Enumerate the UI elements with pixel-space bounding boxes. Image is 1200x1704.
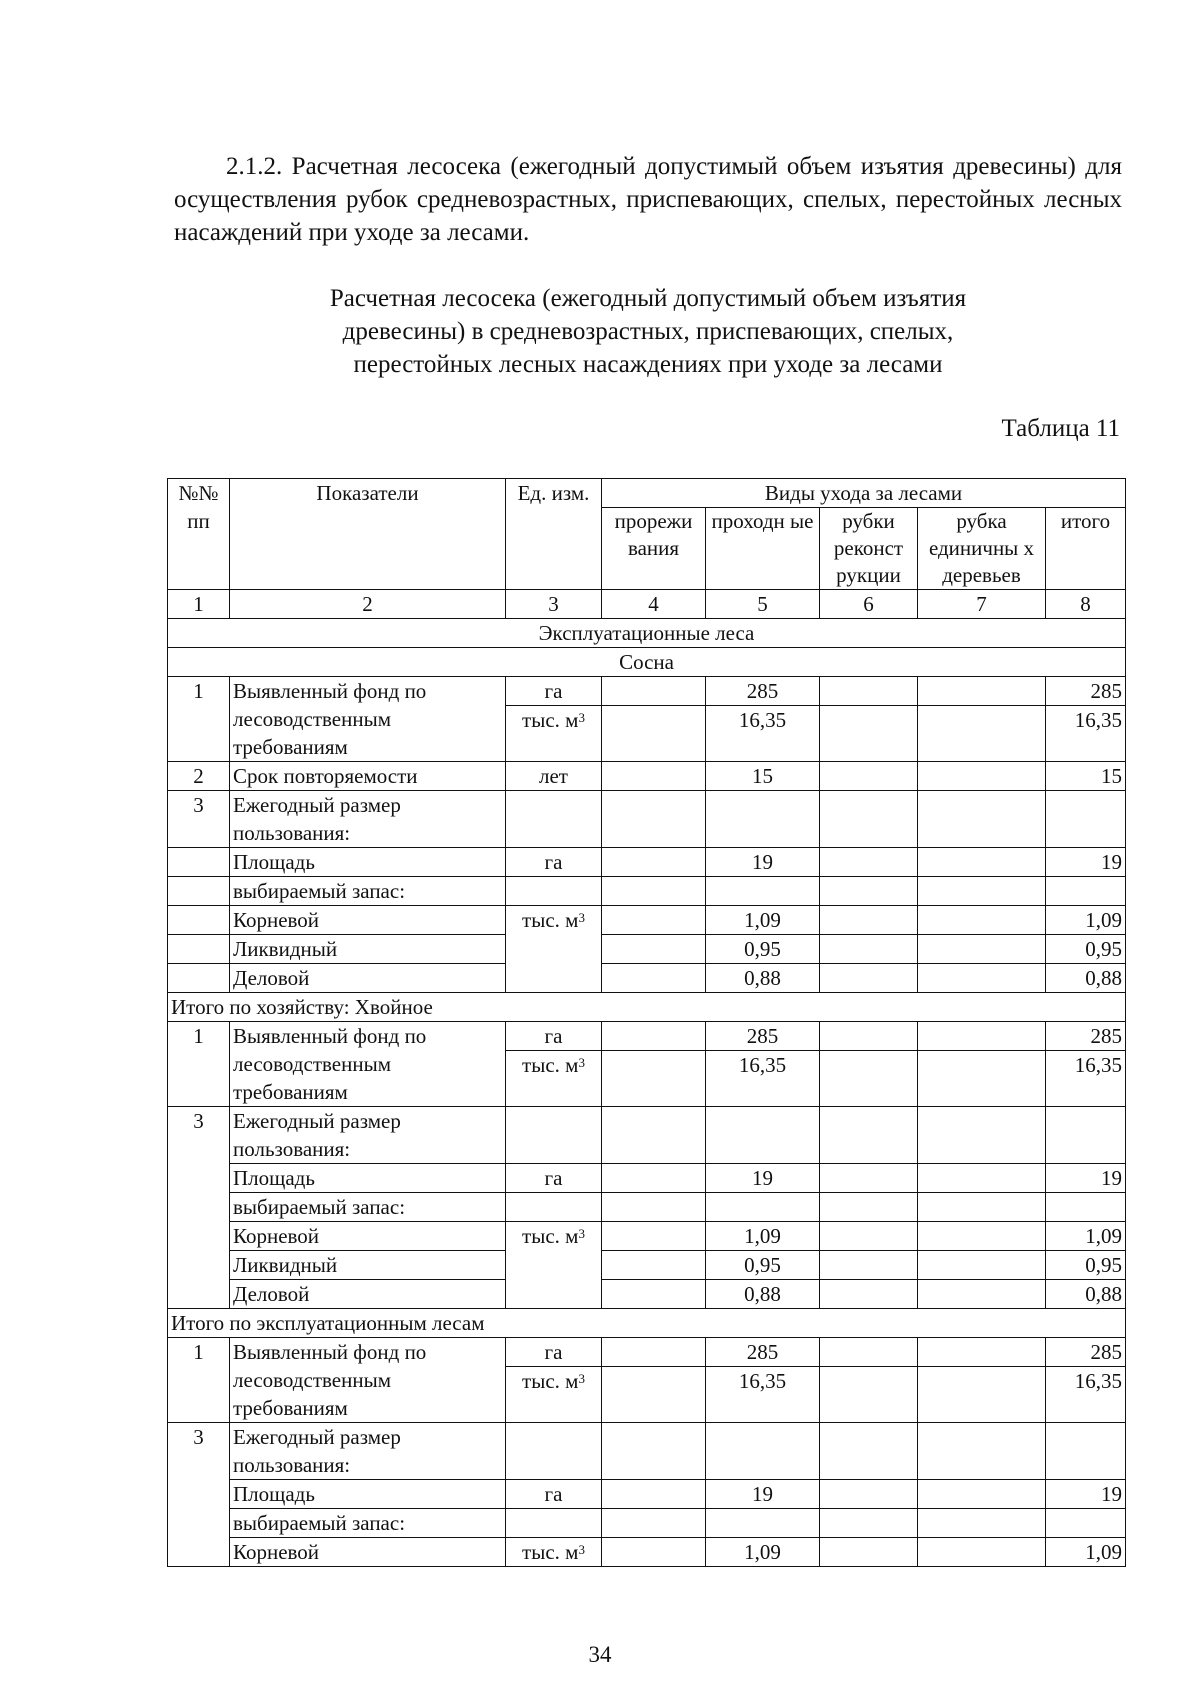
column-number: 2 bbox=[230, 590, 506, 619]
indicator-annual: Ежегодный размер пользования: bbox=[230, 1423, 506, 1480]
total-cell: 0,88 bbox=[1046, 1280, 1126, 1309]
unit-thousand-m3: тыс. $м^3$ bbox=[506, 706, 602, 762]
table-row bbox=[168, 964, 1126, 993]
row-number: 1 bbox=[168, 1338, 230, 1423]
total-cell: 1,09 bbox=[1046, 906, 1126, 935]
unit-thousand-m3: тыс. $м^3$ bbox=[506, 1538, 602, 1567]
table-row bbox=[168, 1538, 1126, 1567]
table-row bbox=[168, 762, 1126, 791]
subtotal-operational: Итого по эксплуатационным лесам bbox=[168, 1309, 1126, 1338]
indicator-liquid: Ликвидный bbox=[230, 1251, 506, 1280]
table-row bbox=[168, 1338, 1126, 1367]
value-cell: 16,35 bbox=[706, 706, 820, 762]
total-cell: 0,88 bbox=[1046, 964, 1126, 993]
unit-years: лет bbox=[506, 762, 602, 791]
table-row bbox=[168, 1423, 1126, 1480]
indicator-business: Деловой bbox=[230, 964, 506, 993]
table-row bbox=[168, 1193, 1126, 1222]
table-row bbox=[168, 1251, 1126, 1280]
table-header-row bbox=[168, 479, 1126, 508]
indicator-fund: Выявленный фонд по лесоводственным требованиям bbox=[230, 1022, 506, 1107]
table-row bbox=[168, 1280, 1126, 1309]
header-indicator: Показатели bbox=[230, 479, 506, 590]
unit-ha: га bbox=[506, 848, 602, 877]
value-cell: 16,35 bbox=[706, 1051, 820, 1107]
table-row bbox=[168, 848, 1126, 877]
value-cell: 19 bbox=[706, 848, 820, 877]
table-row bbox=[168, 1480, 1126, 1509]
table-row bbox=[168, 791, 1126, 848]
unit-ha: га bbox=[506, 1164, 602, 1193]
unit-ha: га bbox=[506, 677, 602, 706]
header-thinning: прорежи вания bbox=[602, 508, 706, 590]
table-row bbox=[168, 677, 1126, 706]
table-row bbox=[168, 1164, 1126, 1193]
column-number: 4 bbox=[602, 590, 706, 619]
value-cell: 19 bbox=[706, 1480, 820, 1509]
value-cell: 0,95 bbox=[706, 935, 820, 964]
total-cell: 16,35 bbox=[1046, 1051, 1126, 1107]
intro-paragraph: 2.1.2. Расчетная лесосека (ежегодный допустимый объем изъятия древесины) для осуществления рубок средневозрастных, приспевающих, спелых, перестойных лесных насаждений при уходе за лесами. bbox=[174, 153, 1122, 246]
value-cell: 15 bbox=[706, 762, 820, 791]
row-number: 3 bbox=[168, 791, 230, 848]
total-cell: 285 bbox=[1046, 677, 1126, 706]
species-pine: Сосна bbox=[168, 648, 1126, 677]
column-number-row bbox=[168, 590, 1126, 619]
value-cell: 1,09 bbox=[706, 1538, 820, 1567]
unit-thousand-m3: тыс. $м^3$ bbox=[506, 906, 602, 993]
unit-thousand-m3: тыс. $м^3$ bbox=[506, 1367, 602, 1423]
total-cell: 1,09 bbox=[1046, 1222, 1126, 1251]
section-row bbox=[168, 619, 1126, 648]
indicator-fund: Выявленный фонд по лесоводственным требованиям bbox=[230, 677, 506, 762]
caption-line-2: древесины) в средневозрастных, приспевающих, спелых, bbox=[342, 318, 954, 345]
header-passing: проходн ые bbox=[706, 508, 820, 590]
indicator-root: Корневой bbox=[230, 1222, 506, 1251]
subtotal-row bbox=[168, 993, 1126, 1022]
column-number: 3 bbox=[506, 590, 602, 619]
row-number: 3 bbox=[168, 1423, 230, 1567]
table-row bbox=[168, 906, 1126, 935]
total-cell: 16,35 bbox=[1046, 706, 1126, 762]
total-cell: 16,35 bbox=[1046, 1367, 1126, 1423]
row-number: 2 bbox=[168, 762, 230, 791]
species-row bbox=[168, 648, 1126, 677]
unit-thousand-m3: тыс. $м^3$ bbox=[506, 1222, 602, 1309]
unit-ha: га bbox=[506, 1338, 602, 1367]
indicator-annual: Ежегодный размер пользования: bbox=[230, 791, 506, 848]
value-cell: 16,35 bbox=[706, 1367, 820, 1423]
unit-thousand-m3: тыс. $м^3$ bbox=[506, 1051, 602, 1107]
total-cell: 285 bbox=[1046, 1022, 1126, 1051]
value-cell: 285 bbox=[706, 1338, 820, 1367]
subtotal-coniferous: Итого по хозяйству: Хвойное bbox=[168, 993, 1126, 1022]
table-row bbox=[168, 1022, 1126, 1051]
column-number: 7 bbox=[918, 590, 1046, 619]
table-row bbox=[168, 1509, 1126, 1538]
header-row-number: №№ пп bbox=[168, 479, 230, 590]
section-operational-forests: Эксплуатационные леса bbox=[168, 619, 1126, 648]
value-cell: 0,95 bbox=[706, 1251, 820, 1280]
value-cell: 0,88 bbox=[706, 964, 820, 993]
header-unit: Ед. изм. bbox=[506, 479, 602, 590]
unit-ha: га bbox=[506, 1022, 602, 1051]
value-cell: 1,09 bbox=[706, 1222, 820, 1251]
indicator-area: Площадь bbox=[230, 1480, 506, 1509]
cutting-area-table bbox=[167, 478, 1126, 1567]
total-cell: 19 bbox=[1046, 848, 1126, 877]
value-cell: 285 bbox=[706, 677, 820, 706]
caption-line-3: перестойных лесных насаждениях при уходе за лесами bbox=[353, 351, 943, 378]
table-row bbox=[168, 1107, 1126, 1164]
indicator-stock: выбираемый запас: bbox=[230, 1509, 506, 1538]
table-row bbox=[168, 877, 1126, 906]
unit-ha: га bbox=[506, 1480, 602, 1509]
table-caption bbox=[174, 282, 1122, 381]
table-label: Таблица 11 bbox=[1001, 415, 1120, 442]
value-cell: 1,09 bbox=[706, 906, 820, 935]
indicator-period: Срок повторяемости bbox=[230, 762, 506, 791]
header-total: итого bbox=[1046, 508, 1126, 590]
row-number: 3 bbox=[168, 1107, 230, 1309]
indicator-area: Площадь bbox=[230, 848, 506, 877]
page-number: 34 bbox=[588, 1642, 612, 1667]
total-cell: 19 bbox=[1046, 1164, 1126, 1193]
total-cell: 285 bbox=[1046, 1338, 1126, 1367]
indicator-root: Корневой bbox=[230, 906, 506, 935]
value-cell: 0,88 bbox=[706, 1280, 820, 1309]
column-number: 5 bbox=[706, 590, 820, 619]
total-cell: 0,95 bbox=[1046, 935, 1126, 964]
total-cell: 0,95 bbox=[1046, 1251, 1126, 1280]
value-cell: 19 bbox=[706, 1164, 820, 1193]
row-number: 1 bbox=[168, 1022, 230, 1107]
header-care-types: Виды ухода за лесами bbox=[602, 479, 1126, 508]
total-cell: 15 bbox=[1046, 762, 1126, 791]
header-single-trees: рубка единичны х деревьев bbox=[918, 508, 1046, 590]
indicator-business: Деловой bbox=[230, 1280, 506, 1309]
caption-line-1: Расчетная лесосека (ежегодный допустимый объем изъятия bbox=[329, 285, 967, 312]
column-number: 8 bbox=[1046, 590, 1126, 619]
value-cell: 285 bbox=[706, 1022, 820, 1051]
indicator-stock: выбираемый запас: bbox=[230, 1193, 506, 1222]
indicator-root: Корневой bbox=[230, 1538, 506, 1567]
column-number: 1 bbox=[168, 590, 230, 619]
column-number: 6 bbox=[820, 590, 918, 619]
indicator-fund: Выявленный фонд по лесоводственным требованиям bbox=[230, 1338, 506, 1423]
total-cell: 1,09 bbox=[1046, 1538, 1126, 1567]
header-reconstruction: рубки реконст рукции bbox=[820, 508, 918, 590]
subtotal-row bbox=[168, 1309, 1126, 1338]
indicator-area: Площадь bbox=[230, 1164, 506, 1193]
indicator-stock: выбираемый запас: bbox=[230, 877, 506, 906]
indicator-annual: Ежегодный размер пользования: bbox=[230, 1107, 506, 1164]
indicator-liquid: Ликвидный bbox=[230, 935, 506, 964]
table-row bbox=[168, 1222, 1126, 1251]
total-cell: 19 bbox=[1046, 1480, 1126, 1509]
table-row bbox=[168, 935, 1126, 964]
row-number: 1 bbox=[168, 677, 230, 762]
